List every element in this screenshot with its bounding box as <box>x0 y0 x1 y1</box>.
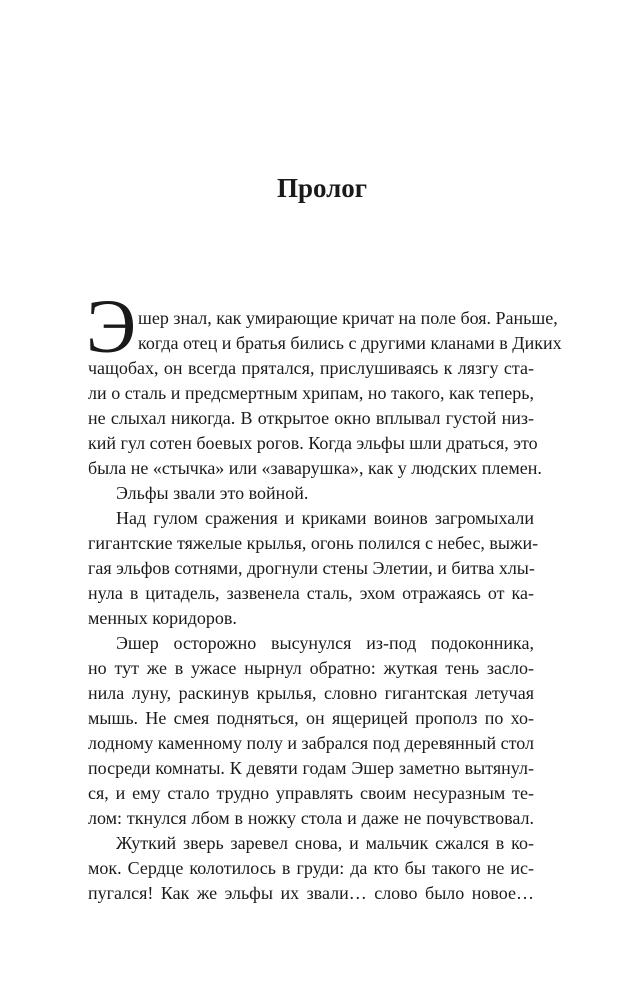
text-line: была не «стычка» или «заварушка», как у людских племен. <box>88 458 542 478</box>
text-line: шер знал, как умирающие кричат на поле боя. Раньше, <box>138 308 558 328</box>
text-line: Над гулом сражения и криками воинов загромыхали <box>116 508 534 528</box>
text-line: нула в цитадель, зазвенела сталь, эхом отражаясь от ка- <box>88 583 534 603</box>
text-line: Эшер осторожно высунулся из-под подоконника, <box>116 633 534 653</box>
text-line: чащобах, он всегда прятался, прислушиваясь к лязгу ста- <box>88 358 534 378</box>
text-line: не слыхал никогда. В открытое окно вплывал густой низ- <box>88 408 534 428</box>
text-line: Эльфы звали это войной. <box>116 483 309 503</box>
text-line: Жуткий зверь заревел снова, и мальчик сжался в ко- <box>116 833 534 853</box>
text-line: ся, и ему стало трудно управлять своим несуразным те- <box>88 783 534 803</box>
text-line: менных коридоров. <box>88 608 237 628</box>
text-line: мышь. Не смея подняться, он ящерицей прополз по хо- <box>88 708 534 728</box>
text-line: лом: ткнулся лбом в ножку стола и даже не почувствовал. <box>88 808 534 828</box>
text-line: но тут же в ужасе нырнул обратно: жуткая тень засло- <box>88 658 534 678</box>
text-line: ли о сталь и предсмертным хрипам, но такого, как теперь, <box>88 383 534 403</box>
drop-cap: Э <box>86 285 137 369</box>
text-line: мок. Сердце колотилось в груди: да кто бы такого не ис- <box>88 858 534 878</box>
text-line: гая эльфов сотнями, дрогнули стены Элетии, и битва хлы- <box>88 558 535 578</box>
text-line: посреди комнаты. К девяти годам Эшер заметно вытянул- <box>88 758 534 778</box>
text-line: гигантские тяжелые крылья, огонь полился с небес, выжи- <box>88 533 539 553</box>
text-line: когда отец и братья бились с другими кланами в Диких <box>138 333 562 353</box>
text-line: кий гул сотен боевых рогов. Когда эльфы шли драться, это <box>88 433 538 453</box>
text-line: лодному каменному полу и забрался под деревянный стол <box>88 733 534 753</box>
text-line: нила луну, раскинув крылья, словно гигантская летучая <box>88 683 534 703</box>
text-line: пугался! Как же эльфы их звали… слово было новое… <box>88 883 534 903</box>
chapter-title: Пролог <box>276 173 368 203</box>
